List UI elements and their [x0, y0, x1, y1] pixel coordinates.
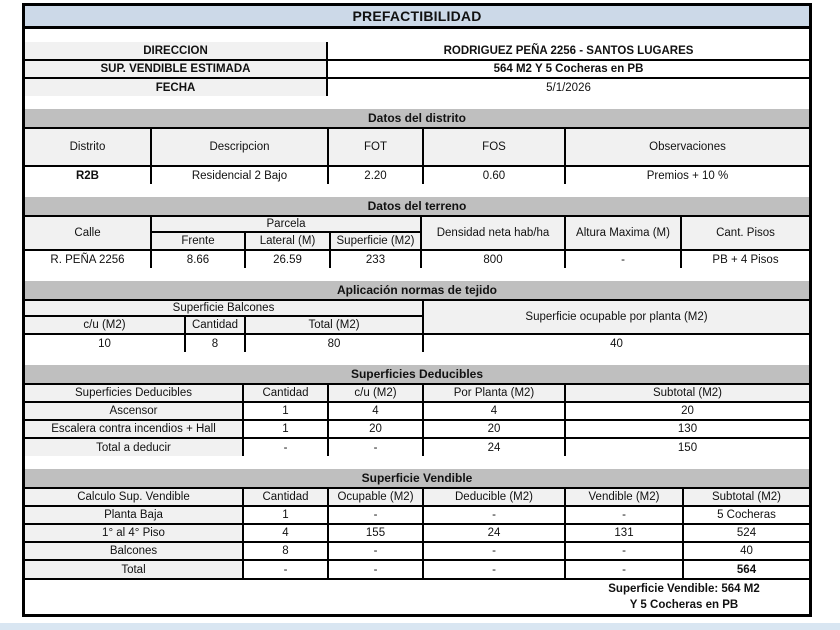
column-header: Por Planta (M2) — [423, 384, 565, 402]
cell-densidad: 800 — [421, 250, 565, 268]
cell: 40 — [683, 542, 809, 560]
column-header-cu: c/u (M2) — [25, 316, 185, 334]
column-header: Cantidad — [243, 488, 328, 506]
cell: - — [243, 560, 328, 578]
cell: 1 — [243, 402, 328, 420]
cell-ocupable: 40 — [423, 334, 809, 352]
page-title: PREFACTIBILIDAD — [25, 6, 809, 29]
cell: 155 — [328, 524, 423, 542]
cell-total-vendible: 564 — [683, 560, 809, 578]
column-header: Ocupable (M2) — [328, 488, 423, 506]
cell: 524 — [683, 524, 809, 542]
cell: - — [565, 560, 683, 578]
cell-total: 80 — [245, 334, 423, 352]
table-row — [25, 542, 809, 560]
column-header: Descripcion — [151, 128, 328, 166]
table-header-row — [25, 488, 809, 506]
column-header: FOT — [328, 128, 423, 166]
footer-summary — [25, 578, 809, 614]
info-table — [25, 42, 809, 96]
table-row — [25, 60, 809, 78]
section-header — [25, 365, 809, 384]
column-header: FOS — [423, 128, 565, 166]
row-label-planta-baja: Planta Baja — [25, 506, 243, 524]
cell: 20 — [423, 420, 565, 438]
table-row — [25, 42, 809, 60]
column-header: Deducible (M2) — [423, 488, 565, 506]
cell: 131 — [565, 524, 683, 542]
table-row — [25, 506, 809, 524]
cell: - — [328, 542, 423, 560]
table-row — [25, 334, 809, 352]
spacer-row — [25, 268, 809, 281]
info-label-fecha: FECHA — [25, 78, 327, 96]
column-header-parcela: Parcela — [151, 216, 421, 232]
column-header-calle: Calle — [25, 216, 151, 250]
vendible-table — [25, 469, 809, 578]
table-row — [25, 402, 809, 420]
column-header-pisos: Cant. Pisos — [681, 216, 809, 250]
section-title-terreno: Datos del terreno — [25, 197, 809, 216]
info-value-fecha: 5/1/2026 — [327, 78, 809, 96]
column-header-total: Total (M2) — [245, 316, 423, 334]
info-value-sup-vendible: 564 M2 Y 5 Cocheras en PB — [327, 60, 809, 78]
row-label-total: Total — [25, 560, 243, 578]
row-label-ascensor: Ascensor — [25, 402, 243, 420]
cell-distrito-desc: Residencial 2 Bajo — [151, 166, 328, 184]
column-header: Calculo Sup. Vendible — [25, 488, 243, 506]
cell-cu: 10 — [25, 334, 185, 352]
column-header-densidad: Densidad neta hab/ha — [421, 216, 565, 250]
table-row — [25, 438, 809, 456]
table-row — [25, 420, 809, 438]
spacer-row — [25, 456, 809, 469]
column-header: Superficies Deducibles — [25, 384, 243, 402]
cell: - — [423, 542, 565, 560]
cell-lateral: 26.59 — [245, 250, 330, 268]
cell: 24 — [423, 524, 565, 542]
section-header — [25, 469, 809, 488]
column-header: Subtotal (M2) — [565, 384, 809, 402]
section-header — [25, 197, 809, 216]
cell: - — [328, 506, 423, 524]
column-header-lateral: Lateral (M) — [245, 232, 330, 250]
cell: 4 — [243, 524, 328, 542]
cell-pisos: PB + 4 Pisos — [681, 250, 809, 268]
row-label-escalera: Escalera contra incendios + Hall — [25, 420, 243, 438]
cell-frente: 8.66 — [151, 250, 245, 268]
cell: 150 — [565, 438, 809, 456]
section-title-distrito: Datos del distrito — [25, 109, 809, 128]
cell: - — [328, 438, 423, 456]
column-header-altura: Altura Maxima (M) — [565, 216, 681, 250]
cell-calle: R. PEÑA 2256 — [25, 250, 151, 268]
cell: - — [565, 506, 683, 524]
column-header: Observaciones — [565, 128, 809, 166]
cell: 1 — [243, 420, 328, 438]
cell: 20 — [565, 402, 809, 420]
table-header-row — [25, 216, 809, 232]
info-label-direccion: DIRECCION — [25, 42, 327, 60]
cell: 8 — [243, 542, 328, 560]
footer-line2: Y 5 Cocheras en PB — [629, 599, 739, 611]
table-row — [25, 78, 809, 96]
column-header: Cantidad — [243, 384, 328, 402]
cell-altura: - — [565, 250, 681, 268]
table-header-row — [25, 384, 809, 402]
column-header-balcones: Superficie Balcones — [25, 300, 423, 316]
info-label-sup-vendible: SUP. VENDIBLE ESTIMADA — [25, 60, 327, 78]
cell-fot: 2.20 — [328, 166, 423, 184]
table-row — [25, 166, 809, 184]
footer-summary-text — [559, 580, 809, 614]
cell-superficie: 233 — [330, 250, 421, 268]
cell-fos: 0.60 — [423, 166, 565, 184]
row-label-total-deducir: Total a deducir — [25, 438, 243, 456]
column-header-frente: Frente — [151, 232, 245, 250]
cell: 1 — [243, 506, 328, 524]
column-header: c/u (M2) — [328, 384, 423, 402]
spacer-row — [25, 96, 809, 109]
table-row — [25, 250, 809, 268]
cell: - — [243, 438, 328, 456]
section-title-deducibles: Superficies Deducibles — [25, 365, 809, 384]
cell: 4 — [328, 402, 423, 420]
row-label-pisos: 1° al 4° Piso — [25, 524, 243, 542]
cell: 4 — [423, 402, 565, 420]
table-header-row — [25, 128, 809, 166]
column-header-superficie: Superficie (M2) — [330, 232, 421, 250]
cell: - — [328, 560, 423, 578]
column-header-ocupable-planta: Superficie ocupable por planta (M2) — [423, 300, 809, 334]
section-title-tejido: Aplicación normas de tejido — [25, 281, 809, 300]
cell: 5 Cocheras — [683, 506, 809, 524]
cell-cantidad: 8 — [185, 334, 245, 352]
table-row — [25, 560, 809, 578]
cell-distrito-code: R2B — [25, 166, 151, 184]
deducibles-table — [25, 365, 809, 456]
cell: 20 — [328, 420, 423, 438]
cell: - — [565, 542, 683, 560]
spacer-row — [25, 352, 809, 365]
bottom-strip — [0, 623, 840, 630]
cell: - — [423, 506, 565, 524]
table-header-row — [25, 300, 809, 316]
terreno-table — [25, 197, 809, 268]
cell: 24 — [423, 438, 565, 456]
distrito-table — [25, 109, 809, 184]
cell: 130 — [565, 420, 809, 438]
footer-line1: Superficie Vendible: 564 M2 — [608, 583, 760, 595]
table-row — [25, 524, 809, 542]
section-header — [25, 109, 809, 128]
cell-observaciones: Premios + 10 % — [565, 166, 809, 184]
column-header: Vendible (M2) — [565, 488, 683, 506]
tejido-table — [25, 281, 809, 352]
info-value-direccion: RODRIGUEZ PEÑA 2256 - SANTOS LUGARES — [327, 42, 809, 60]
column-header: Subtotal (M2) — [683, 488, 809, 506]
section-header — [25, 281, 809, 300]
spacer-row — [25, 29, 809, 42]
cell: - — [423, 560, 565, 578]
column-header-cantidad: Cantidad — [185, 316, 245, 334]
section-title-vendible: Superficie Vendible — [25, 469, 809, 488]
column-header: Distrito — [25, 128, 151, 166]
spacer-row — [25, 184, 809, 197]
prefactibilidad-sheet — [22, 3, 812, 617]
row-label-balcones: Balcones — [25, 542, 243, 560]
